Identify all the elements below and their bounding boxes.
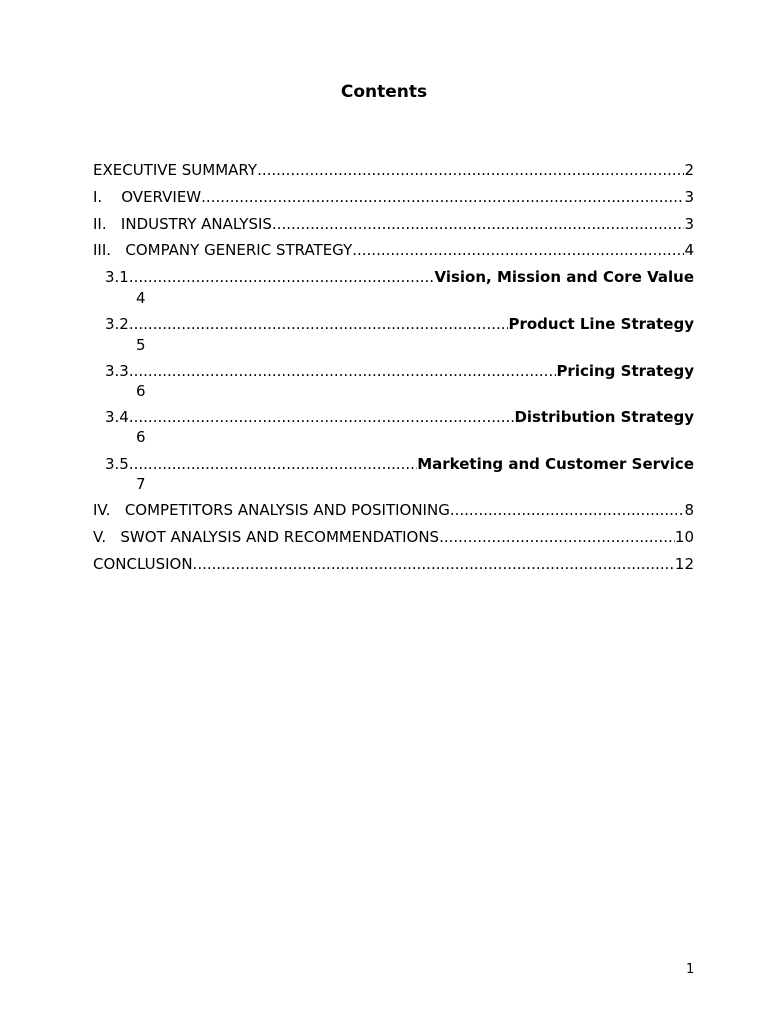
toc-entry-page: 6 [136, 428, 146, 446]
toc-entry-executive-summary[interactable] [93, 160, 694, 180]
toc-subentry-3-2[interactable] [105, 314, 694, 334]
toc-leader-dots [439, 527, 675, 547]
toc-entry-page: 3 [684, 215, 694, 233]
toc-entry-overview[interactable] [93, 187, 694, 207]
toc-entry-page: 3 [684, 188, 694, 206]
toc-entry-title: INDUSTRY ANALYSIS [120, 215, 272, 233]
toc-entry-company-generic-strategy[interactable] [93, 240, 694, 260]
toc-entry-number: III. [93, 241, 126, 259]
toc-leader-dots [272, 214, 685, 234]
toc-entry-title: Marketing and Customer Service [417, 455, 694, 473]
toc-leader-dots [134, 454, 418, 474]
toc-entry-page: 6 [136, 382, 146, 400]
toc-entry-number: 3.1. [105, 268, 134, 286]
toc-entry-title: Vision, Mission and Core Value [434, 268, 694, 286]
toc-subentry-3-3[interactable] [105, 361, 694, 381]
toc-leader-dots [450, 500, 685, 520]
toc-entry-title: COMPETITORS ANALYSIS AND POSITIONING [124, 501, 450, 519]
toc-leader-dots [257, 160, 684, 180]
toc-entry-page: 4 [136, 289, 146, 307]
toc-entry-number: I. [93, 188, 122, 206]
toc-entry-title: COMPANY GENERIC STRATEGY [125, 241, 353, 259]
toc-entry-conclusion[interactable] [93, 554, 694, 574]
page-number: 1 [686, 962, 695, 977]
toc-entry-title: OVERVIEW [121, 188, 202, 206]
toc-entry-page: 12 [674, 555, 694, 573]
toc-leader-dots [134, 407, 515, 427]
contents-heading: Contents [340, 82, 428, 102]
toc-entry-number: V. [93, 528, 121, 546]
toc-leader-dots [193, 554, 675, 574]
toc-leader-dots [352, 240, 684, 260]
toc-entry-number: II. [93, 215, 121, 233]
toc-entry-number: IV. [93, 501, 125, 519]
toc-leader-dots [134, 314, 509, 334]
toc-subentry-3-4[interactable] [105, 407, 694, 427]
toc-leader-dots [134, 361, 557, 381]
toc-entry-page: 2 [684, 161, 694, 179]
toc-leader-dots [201, 187, 684, 207]
toc-subentry-3-1[interactable] [105, 267, 694, 287]
toc-entry-title: Distribution Strategy [514, 408, 694, 426]
toc-entry-page: 5 [136, 336, 146, 354]
toc-entry-title: CONCLUSION [93, 555, 193, 573]
toc-entry-title: SWOT ANALYSIS AND RECOMMENDATIONS [120, 528, 440, 546]
toc-entry-competitors-analysis[interactable] [93, 500, 694, 520]
toc-entry-number: 3.3. [105, 362, 134, 380]
toc-entry-number: 3.4. [105, 408, 134, 426]
toc-entry-number: 3.2. [105, 315, 134, 333]
toc-entry-swot-analysis[interactable] [93, 527, 694, 547]
toc-subentry-3-5[interactable] [105, 454, 694, 474]
toc-entry-page: 8 [684, 501, 694, 519]
toc-entry-page: 7 [136, 475, 146, 493]
toc-entry-page: 10 [674, 528, 694, 546]
toc-entry-page: 4 [684, 241, 694, 259]
toc-leader-dots [134, 267, 435, 287]
toc-entry-number: 3.5. [105, 455, 134, 473]
toc-entry-industry-analysis[interactable] [93, 214, 694, 234]
toc-entry-title: Pricing Strategy [556, 362, 694, 380]
toc-entry-title: Product Line Strategy [508, 315, 694, 333]
toc-entry-title: EXECUTIVE SUMMARY [93, 161, 258, 179]
